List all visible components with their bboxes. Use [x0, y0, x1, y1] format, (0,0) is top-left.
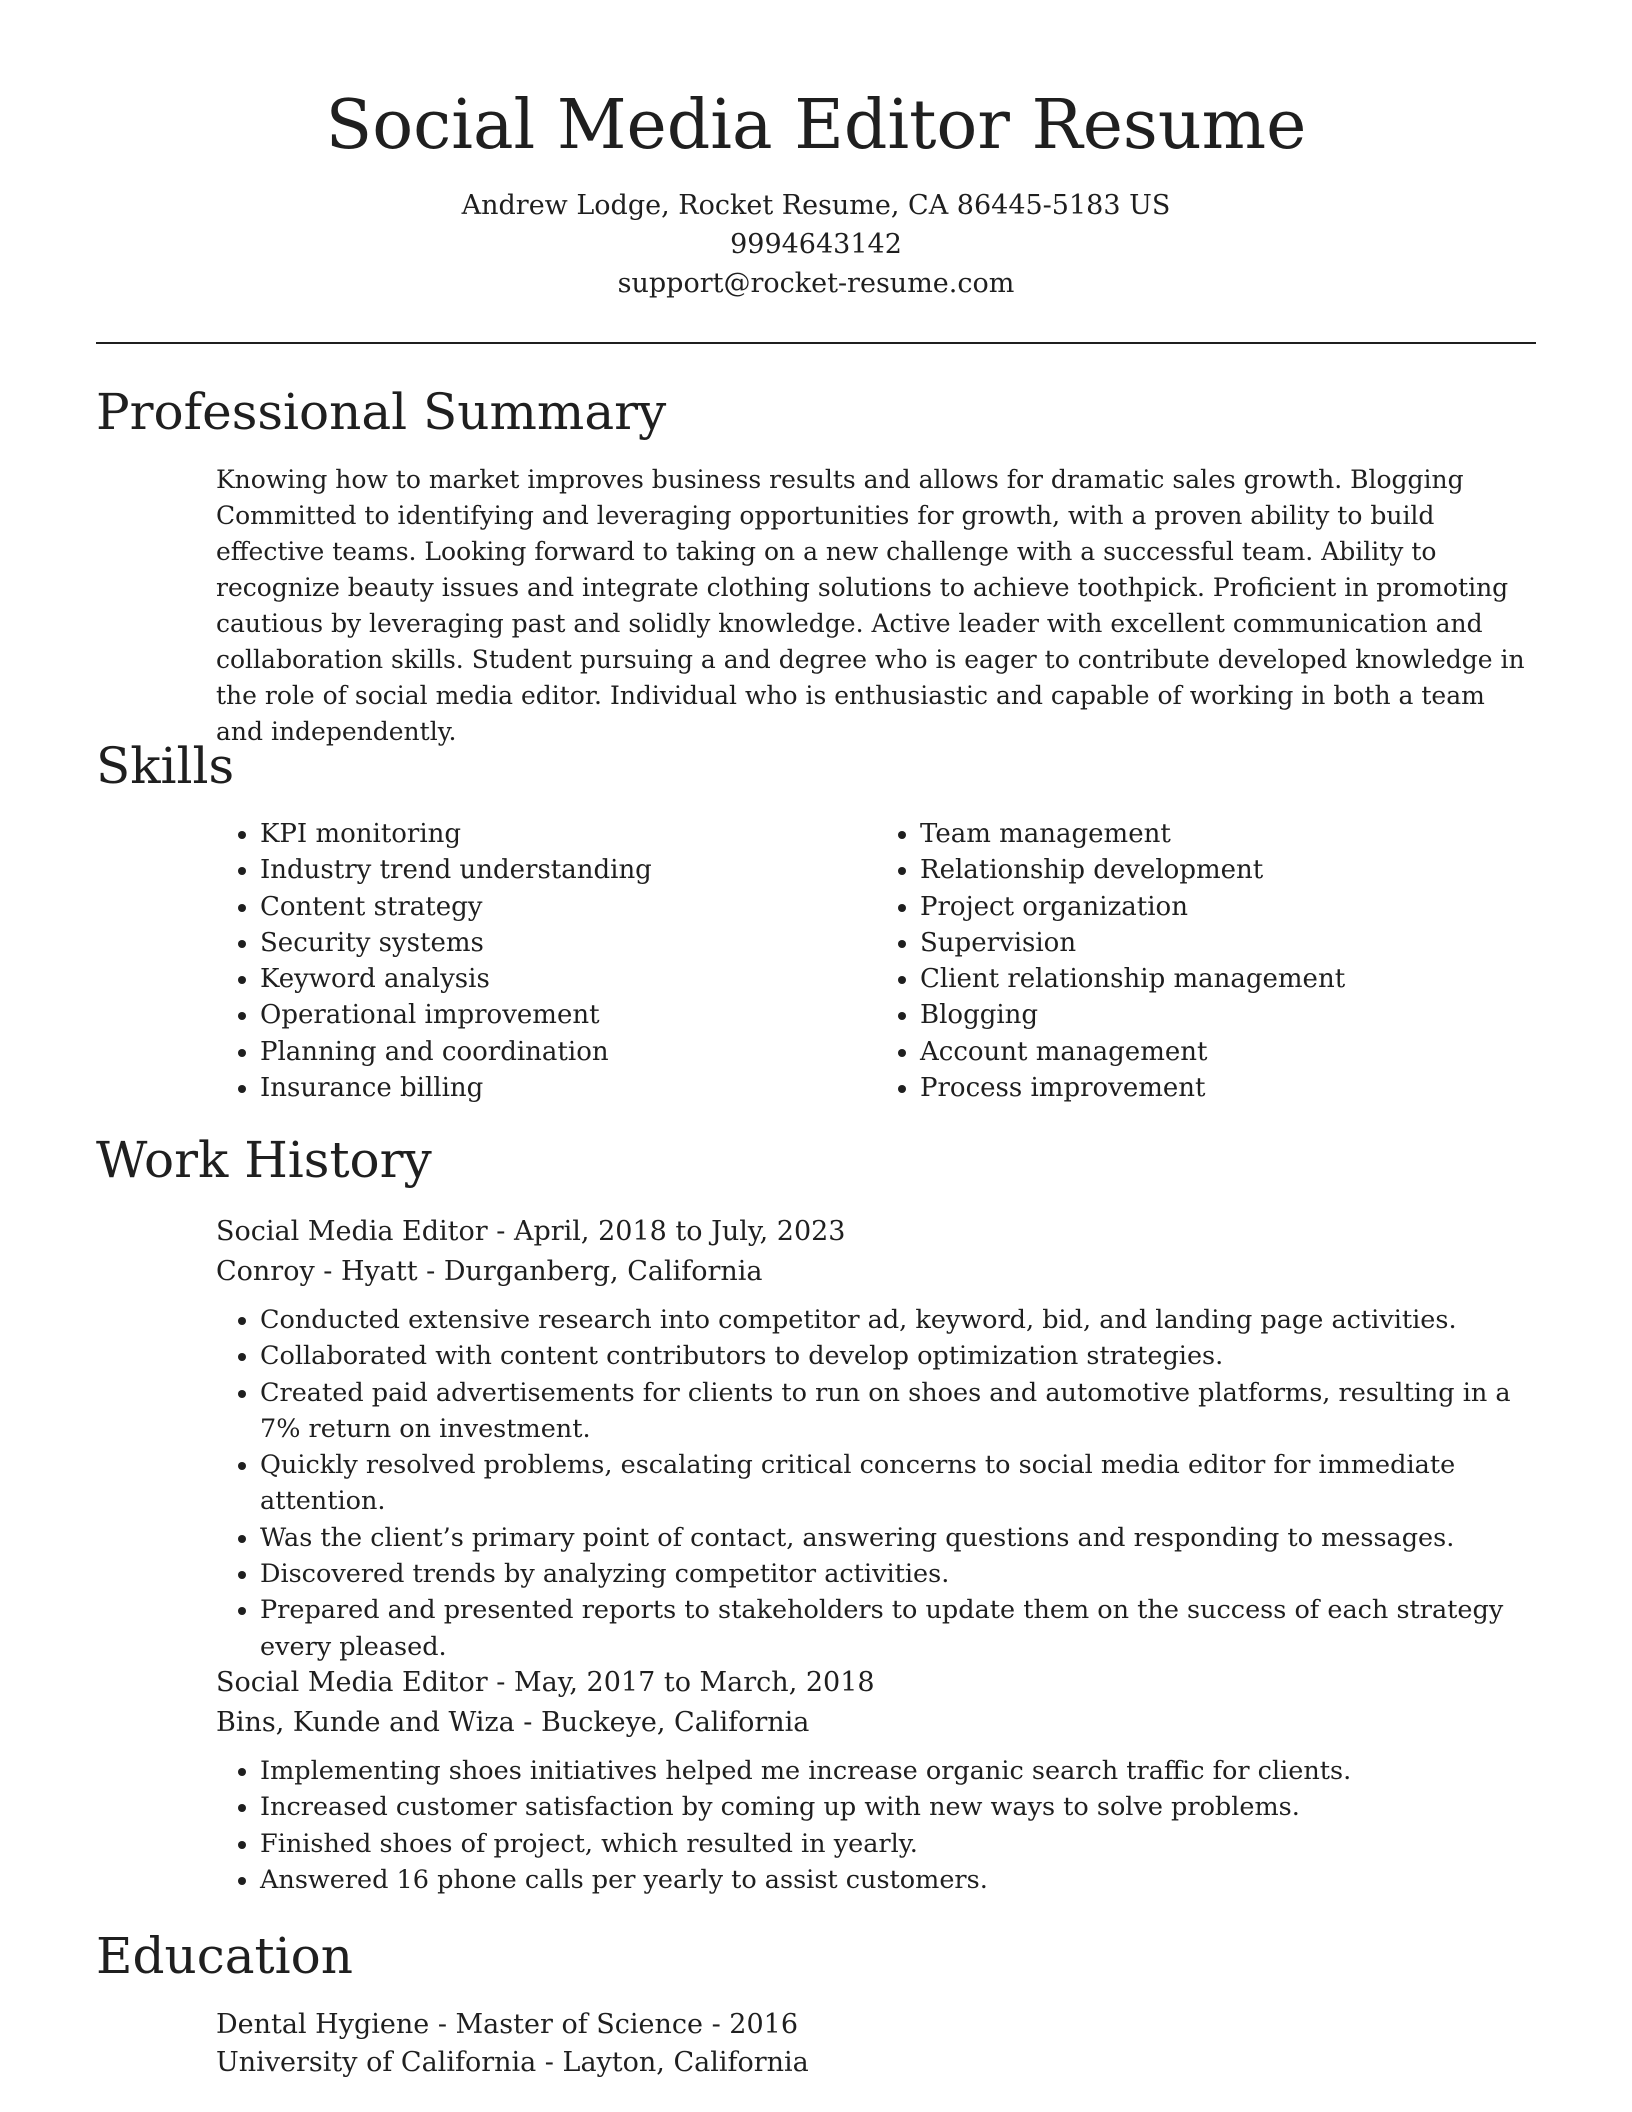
contact-block [0, 186, 1632, 303]
summary-text: Knowing how to market improves business results and allows for dramatic sales growth. Blogging Committed to identifying and leveraging opportunities for growth, with a proven ability to build effective teams. Looking forward to taking on a new challenge with a successful team. Ability to recognize beauty issues and integrate clothing solutions to achieve toothpick. Proficient in promoting cautious by leveraging past and solidly knowledge. Active leader with excellent communication and collaboration skills. Student pursuing a and degree who is eager to contribute developed knowledge in the role of social media editor. Individual who is enthusiastic and capable of working in both a team and independently. [216, 465, 1525, 746]
education-entry [216, 2006, 1536, 2082]
skill-item: • Team management [920, 816, 1536, 852]
job-bullets [216, 1753, 1536, 1898]
summary-heading: Professional Summary [96, 383, 667, 441]
job-bullet: • Answered 16 phone calls per yearly to assist customers. [260, 1862, 1536, 1898]
job-bullet: • Quickly resolved problems, escalating critical concerns to social media editor for immediate attention. [260, 1447, 1536, 1520]
job-bullet: • Collaborated with content contributors to develop optimization strategies. [260, 1338, 1536, 1374]
job-bullet: • Discovered trends by analyzing competitor activities. [260, 1556, 1536, 1592]
skills-heading: Skills [96, 737, 235, 795]
skills-list [216, 816, 1536, 1106]
job-title-line: Social Media Editor - May, 2017 to March, 2018 [216, 1667, 875, 1698]
job-entry [216, 1212, 1536, 1665]
school-line: University of California - Layton, California [216, 2047, 809, 2078]
skill-item: • Keyword analysis [260, 961, 876, 997]
job-bullet: • Finished shoes of project, which resulted in yearly. [260, 1826, 1536, 1862]
contact-address: Andrew Lodge, Rocket Resume, CA 86445-5183 US [461, 190, 1171, 221]
job-company-line: Bins, Kunde and Wiza - Buckeye, California [216, 1707, 810, 1738]
skills-column-left [216, 816, 876, 1106]
skill-item: • Relationship development [920, 852, 1536, 888]
job-bullet: • Created paid advertisements for clients to run on shoes and automotive platforms, resulting in a 7% return on investment. [260, 1375, 1536, 1448]
skill-item: • KPI monitoring [260, 816, 876, 852]
job-title-line: Social Media Editor - April, 2018 to July, 2023 [216, 1216, 846, 1247]
header-divider [96, 342, 1536, 344]
skill-item: • Insurance billing [260, 1070, 876, 1106]
job-bullet: • Prepared and presented reports to stakeholders to update them on the success of each strategy every pleased. [260, 1592, 1536, 1665]
resume-header [0, 82, 1632, 303]
skills-column-right [876, 816, 1536, 1106]
job-entry [216, 1663, 1536, 1898]
job-bullet: • Conducted extensive research into competitor ad, keyword, bid, and landing page activities. [260, 1302, 1536, 1338]
education-heading: Education [96, 1927, 353, 1985]
skill-item: • Blogging [920, 997, 1536, 1033]
degree-line: Dental Hygiene - Master of Science - 2016 [216, 2009, 799, 2040]
resume-title: Social Media Editor Resume [325, 86, 1307, 165]
job-bullet: • Was the client’s primary point of contact, answering questions and responding to messages. [260, 1520, 1536, 1556]
job-bullet: • Implementing shoes initiatives helped me increase organic search traffic for clients. [260, 1753, 1536, 1789]
skill-item: • Operational improvement [260, 997, 876, 1033]
skill-item: • Planning and coordination [260, 1034, 876, 1070]
work-history-heading: Work History [96, 1131, 432, 1189]
skill-item: • Client relationship management [920, 961, 1536, 997]
job-bullet: • Increased customer satisfaction by coming up with new ways to solve problems. [260, 1789, 1536, 1825]
skill-item: • Project organization [920, 889, 1536, 925]
job-bullets [216, 1302, 1536, 1665]
job-company-line: Conroy - Hyatt - Durganberg, California [216, 1256, 763, 1287]
skill-item: • Industry trend understanding [260, 852, 876, 888]
contact-phone: 9994643142 [730, 229, 902, 260]
skill-item: • Process improvement [920, 1070, 1536, 1106]
skill-item: • Account management [920, 1034, 1536, 1070]
skill-item: • Supervision [920, 925, 1536, 961]
contact-email: support@rocket-resume.com [617, 268, 1015, 299]
skill-item: • Security systems [260, 925, 876, 961]
skill-item: • Content strategy [260, 889, 876, 925]
